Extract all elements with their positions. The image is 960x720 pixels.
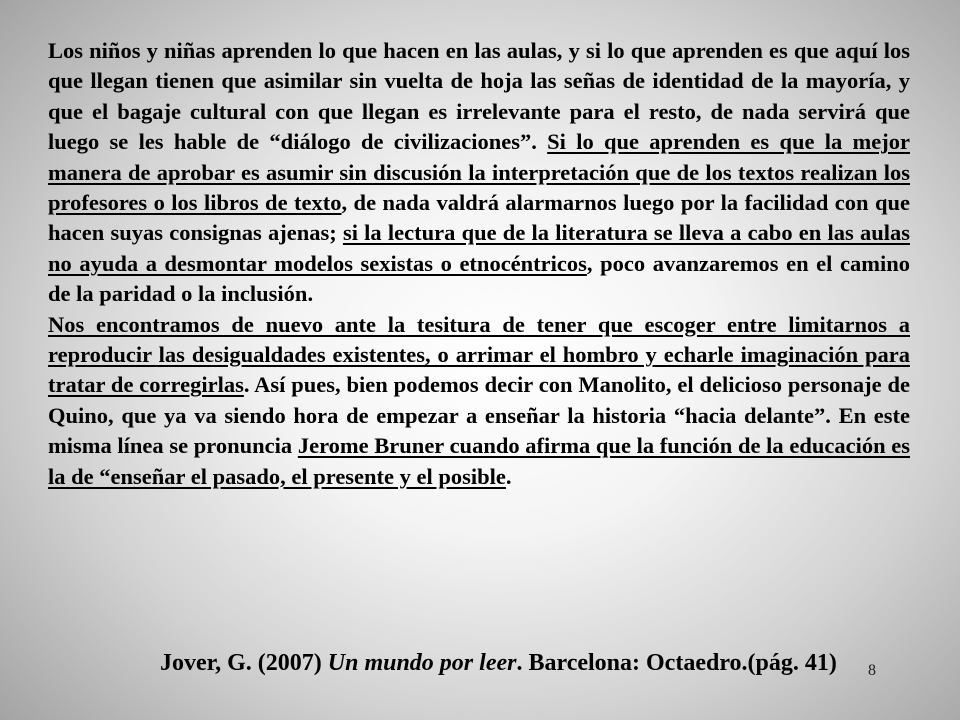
paragraph-2 xyxy=(48,310,910,492)
body-text xyxy=(48,36,910,492)
underlined-passage: Jerome Bruner cuando afirma que la función de la educación es la de “enseñar el pasado, el presente y el posible xyxy=(48,433,911,489)
citation-title: Un mundo por leer xyxy=(327,650,517,676)
paragraph-2-text: . xyxy=(505,463,512,489)
paragraph-1-text: , poco avanzaremos en el camino de la paridad o la inclusión. xyxy=(48,250,910,307)
citation xyxy=(160,647,837,679)
paragraph-1-text: , de nada valdrá alarmarnos luego por la facilidad con que hacen suyas consignas ajenas; xyxy=(48,190,910,246)
underlined-passage: si la lectura que de la literatura se lleva a cabo en las aulas no ayuda a desmontar modelos sexistas o etnocéntricos xyxy=(48,220,911,276)
citation-details: . Barcelona: Octaedro.(pág. 41) xyxy=(516,650,837,676)
slide-number: 8 xyxy=(868,662,876,679)
paragraph-1 xyxy=(48,36,910,310)
citation-author: Jover, G. (2007) xyxy=(160,650,328,676)
paragraph-1-text: Los niños y niñas aprenden lo que hacen en las aulas, y si lo que aprenden es que aquí los que llegan tienen que asimilar sin vuelta de hoja las señas de identidad de la mayoría, y que el bagaje cultural con que llegan es irrelevante para el resto, de nada servirá que luego se les hable de “diálogo de civilizaciones”. xyxy=(48,38,910,155)
underlined-passage: Si lo que aprenden es que la mejor manera de aprobar es asumir sin discusión la interpretación que de los textos realizan los profesores o los libros de texto xyxy=(48,129,910,216)
paragraph-2-text: . Así pues, bien podemos decir con Manolito, el delicioso personaje de Quino, que ya va siendo hora de empezar a enseñar la historia “hacia delante”. En este misma línea se pronuncia xyxy=(48,372,911,459)
underlined-passage: Nos encontramos de nuevo ante la tesitura de tener que escoger entre limitarnos a reproducir las desigualdades existentes, o arrimar el hombro y echarle imaginación para tratar de corregirlas xyxy=(48,311,910,398)
